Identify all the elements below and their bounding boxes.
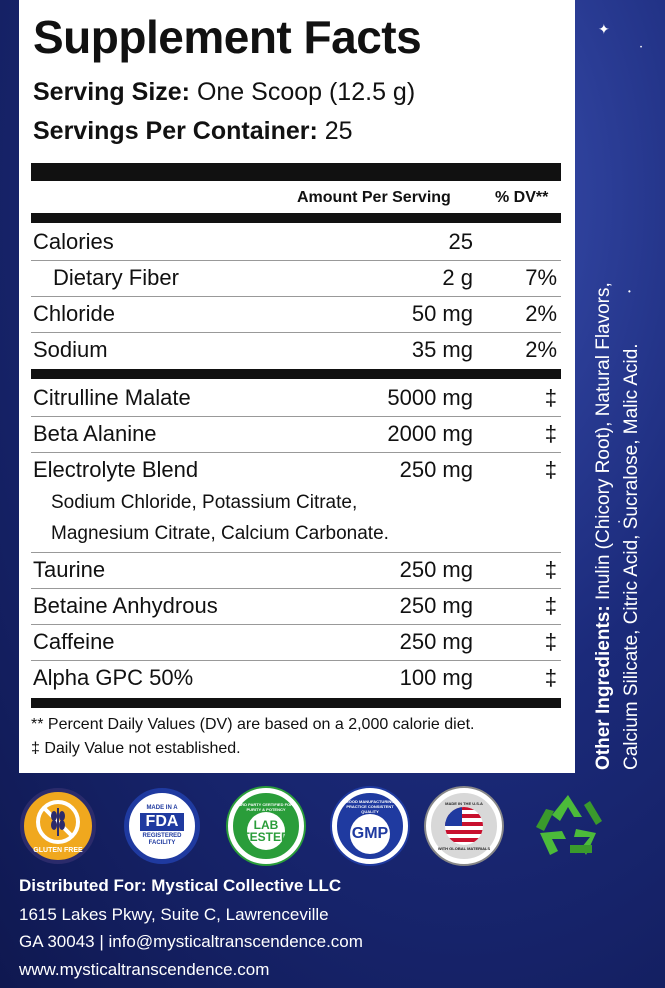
- row-name: Caffeine: [33, 629, 115, 654]
- supplement-facts-panel: [19, 0, 575, 773]
- row-name: Taurine: [33, 557, 106, 582]
- row-name: Dietary Fiber: [53, 265, 179, 290]
- serving-size: [33, 78, 415, 107]
- row-amount: 35 mg: [411, 337, 473, 362]
- row-amount: 250 mg: [399, 457, 473, 482]
- lab-tested-badge: [228, 788, 304, 864]
- row-dv: 7%: [525, 265, 557, 290]
- us-flag-icon: [444, 806, 484, 846]
- row-dv: ‡: [544, 665, 557, 690]
- other-ingredients-label: Other Ingredients:: [593, 605, 614, 770]
- row-amount: 250 mg: [399, 593, 473, 618]
- row-name: Electrolyte Blend: [33, 457, 199, 482]
- fda-main-text: FDA: [140, 813, 185, 831]
- distributor: Distributed For: Mystical Collective LLC: [19, 876, 342, 895]
- row-name: Calories: [33, 229, 114, 254]
- row-dv: 2%: [525, 301, 557, 326]
- recycle-badge: [528, 790, 608, 862]
- fda-top-text: MADE IN A: [146, 805, 178, 811]
- row-dv: ‡: [544, 385, 557, 410]
- footnote-not-established: ‡ Daily Value not established.: [31, 740, 241, 757]
- gmp-ring-text: GOOD MANUFACTURING PRACTICE CONSISTENT QUALITY: [345, 798, 395, 814]
- other-ingredients-text-1: Inulin (Chicory Root), Natural Flavors,: [593, 282, 614, 601]
- header-divider: [31, 213, 561, 223]
- address-line-2: GA 30043 | info@mysticaltranscendence.com: [19, 932, 363, 951]
- column-header-amount: Amount Per Serving: [297, 189, 451, 206]
- blend-ingredients-line-2: Magnesium Citrate, Calcium Carbonate.: [51, 523, 389, 544]
- servings-value: 25: [324, 117, 353, 145]
- row-name: Citrulline Malate: [33, 385, 191, 410]
- gluten-free-badge: [20, 788, 96, 864]
- footnote-daily-values: ** Percent Daily Values (DV) are based on a 2,000 calorie diet.: [31, 716, 475, 733]
- row-dv: ‡: [544, 629, 557, 654]
- address-line-1: 1615 Lakes Pkwy, Suite C, Lawrenceville: [19, 905, 329, 924]
- star-decoration: ✦: [598, 21, 610, 37]
- gmp-badge: [332, 788, 408, 864]
- table-row: [31, 261, 561, 297]
- row-amount: 50 mg: [411, 301, 473, 326]
- row-name: Beta Alanine: [33, 421, 157, 446]
- recycle-icon: [530, 791, 606, 861]
- gluten-free-text: GLUTEN FREE: [33, 847, 83, 854]
- other-ingredients: [590, 270, 650, 770]
- row-name: Chloride: [33, 301, 115, 326]
- row-amount: 25: [448, 229, 473, 254]
- bottom-divider: [31, 698, 561, 708]
- row-amount: 100 mg: [399, 665, 473, 690]
- row-name: Alpha GPC 50%: [33, 665, 194, 690]
- row-dv: ‡: [544, 593, 557, 618]
- serving-size-label: Serving Size:: [33, 78, 190, 106]
- lab-ring-text: 3RD PARTY CERTIFIED FOR PURITY & POTENCY: [238, 802, 294, 812]
- usa-bottom-text: WITH GLOBAL MATERIALS: [437, 846, 491, 851]
- column-header-dv: % DV**: [495, 189, 549, 206]
- row-dv: ‡: [544, 557, 557, 582]
- row-name: Sodium: [33, 337, 108, 362]
- servings-per-container: [33, 117, 353, 146]
- table-row: [31, 333, 561, 369]
- star-decoration: •: [618, 520, 621, 526]
- row-amount: 250 mg: [399, 557, 473, 582]
- row-amount: 5000 mg: [387, 385, 473, 410]
- row-dv: ‡: [544, 421, 557, 446]
- servings-label: Servings Per Container:: [33, 117, 318, 145]
- gmp-main-text: GMP: [350, 814, 390, 854]
- panel-title: Supplement Facts: [33, 11, 422, 63]
- fda-sub-text: REGISTERED FACILITY: [142, 833, 182, 846]
- table-row: [31, 553, 561, 589]
- lab-main-text: LAB TESTED: [247, 812, 285, 850]
- table-row: [31, 381, 561, 417]
- row-dv: ‡: [544, 457, 557, 482]
- other-ingredients-line-2: Calcium Silicate, Citric Acid, Sucralose, Malic Acid.: [621, 343, 642, 770]
- fda-registered-badge: [124, 788, 200, 864]
- table-row: [31, 589, 561, 625]
- usa-top-text: MADE IN THE U.S.A: [445, 801, 483, 806]
- other-ingredients-line-1: [590, 270, 621, 770]
- serving-size-value: One Scoop (12.5 g): [196, 78, 416, 106]
- row-amount: 2000 mg: [387, 421, 473, 446]
- thick-divider: [31, 163, 561, 181]
- section-divider: [31, 369, 561, 379]
- row-amount: 250 mg: [399, 629, 473, 654]
- row-amount: 2 g: [442, 265, 473, 290]
- star-decoration: •: [640, 45, 643, 51]
- table-row: [31, 661, 561, 697]
- star-decoration: •: [628, 287, 631, 296]
- table-row: [31, 225, 561, 261]
- table-row: [31, 625, 561, 661]
- blend-ingredients-line-1: Sodium Chloride, Potassium Citrate,: [51, 492, 358, 513]
- website-link[interactable]: www.mysticaltranscendence.com: [19, 960, 270, 979]
- table-row: [31, 297, 561, 333]
- certification-badges: [20, 788, 640, 870]
- row-dv: 2%: [525, 337, 557, 362]
- made-in-usa-badge: [426, 788, 502, 864]
- row-name: Betaine Anhydrous: [33, 593, 218, 618]
- table-row: [31, 417, 561, 453]
